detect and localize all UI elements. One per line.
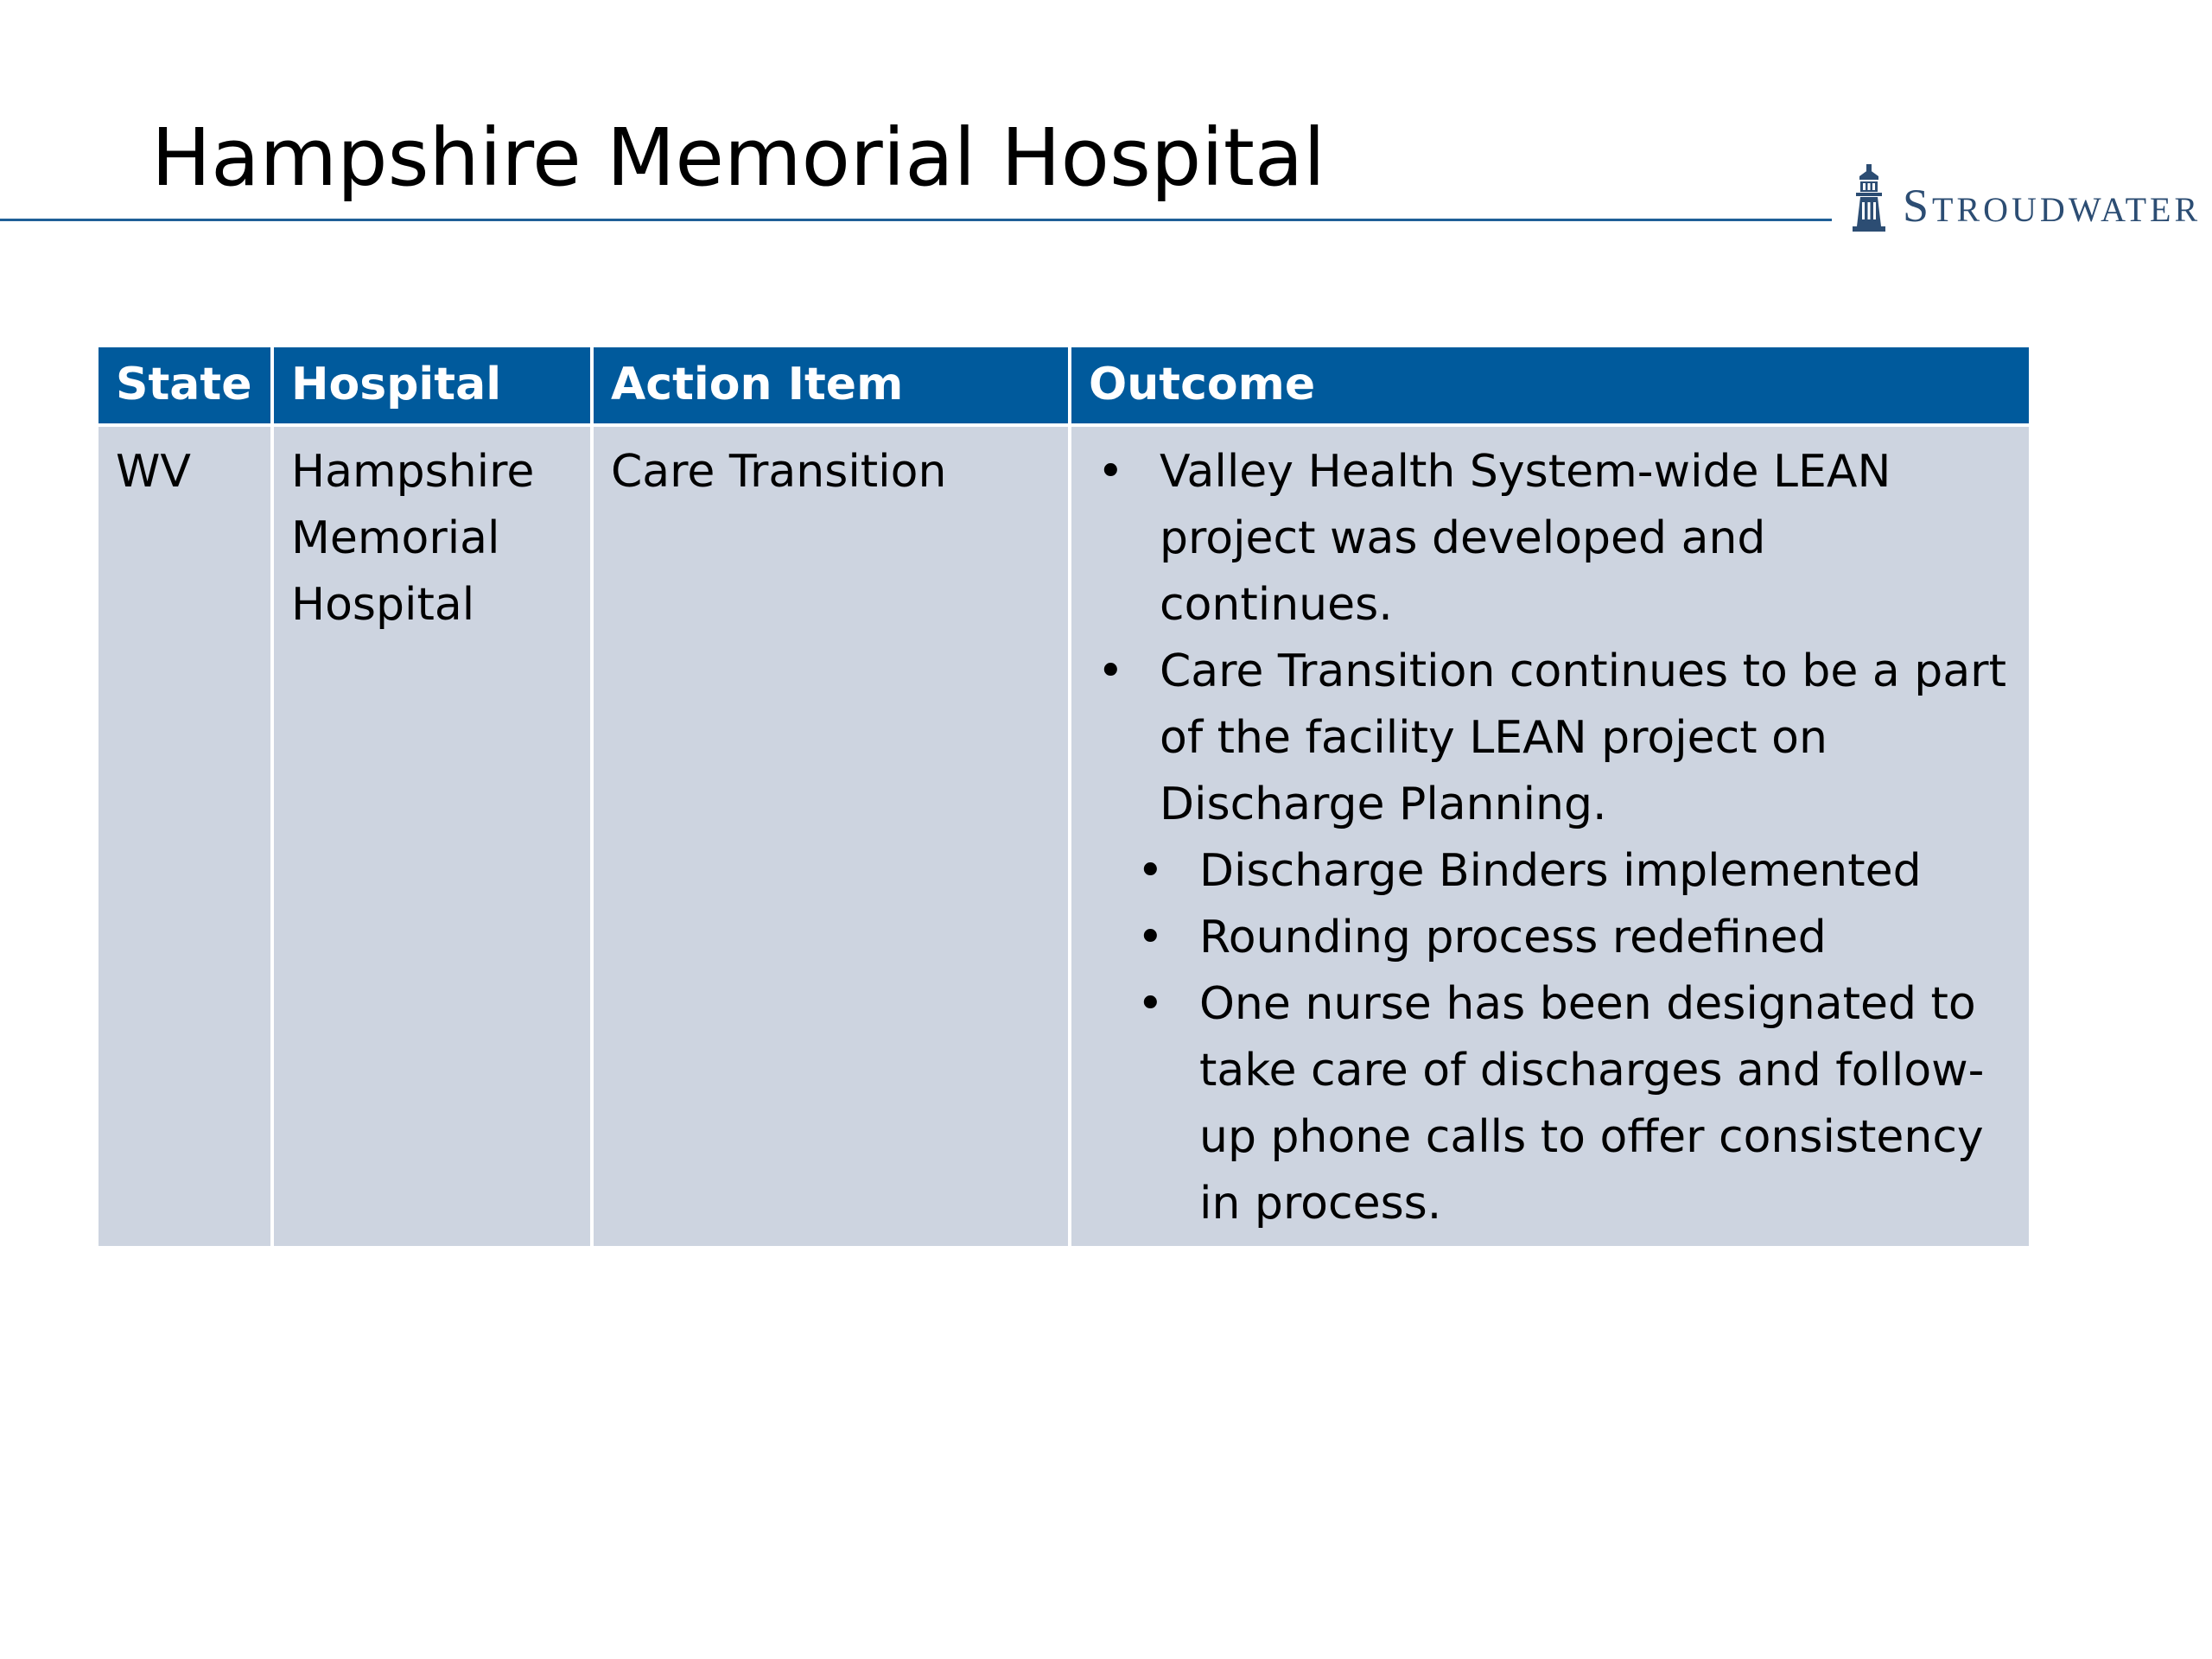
header-outcome: Outcome <box>1070 346 2031 425</box>
bullet-icon: • <box>1137 978 1164 1030</box>
header-hospital: Hospital <box>272 346 592 425</box>
outcome-item <box>1089 439 2012 639</box>
outcome-item-text: Valley Health System-wide LEAN project was developed and continues. <box>1160 446 1891 631</box>
bullet-icon: • <box>1097 446 1124 498</box>
header-action-item: Action Item <box>592 346 1070 425</box>
cell-action-item: Care Transition <box>592 425 1070 1248</box>
outcome-sub-list <box>1089 838 2012 1237</box>
slide-title: Hampshire Memorial Hospital <box>151 111 1325 204</box>
header-state: State <box>97 346 272 425</box>
bullet-icon: • <box>1097 645 1124 697</box>
outcome-sub-item <box>1089 838 2012 905</box>
cell-outcome <box>1070 425 2031 1248</box>
table-header-row <box>97 346 2031 425</box>
outcome-item <box>1089 639 2012 838</box>
table-row <box>97 425 2031 1248</box>
lighthouse-icon <box>1849 164 1889 235</box>
outcome-item-text: Care Transition continues to be a part of the facility LEAN project on Discharge Planning. <box>1160 645 2006 830</box>
bullet-icon: • <box>1137 912 1164 963</box>
outcome-sub-item <box>1089 971 2012 1237</box>
stroudwater-logo <box>1849 164 2201 235</box>
outcome-list <box>1089 439 2012 838</box>
logo-wordmark: STROUDWATER <box>1903 180 2202 232</box>
title-divider <box>0 219 1832 221</box>
outcome-sub-item-text: Discharge Binders implemented <box>1199 845 1922 897</box>
outcome-sub-item-text: Rounding process redefined <box>1199 912 1827 963</box>
bullet-icon: • <box>1137 845 1164 897</box>
outcome-table <box>95 344 2032 1249</box>
cell-state: WV <box>97 425 272 1248</box>
outcome-sub-item <box>1089 905 2012 971</box>
outcome-sub-item-text: One nurse has been designated to take care of discharges and follow-up phone calls to offer consistency in process. <box>1199 978 1985 1230</box>
cell-hospital: Hampshire Memorial Hospital <box>272 425 592 1248</box>
